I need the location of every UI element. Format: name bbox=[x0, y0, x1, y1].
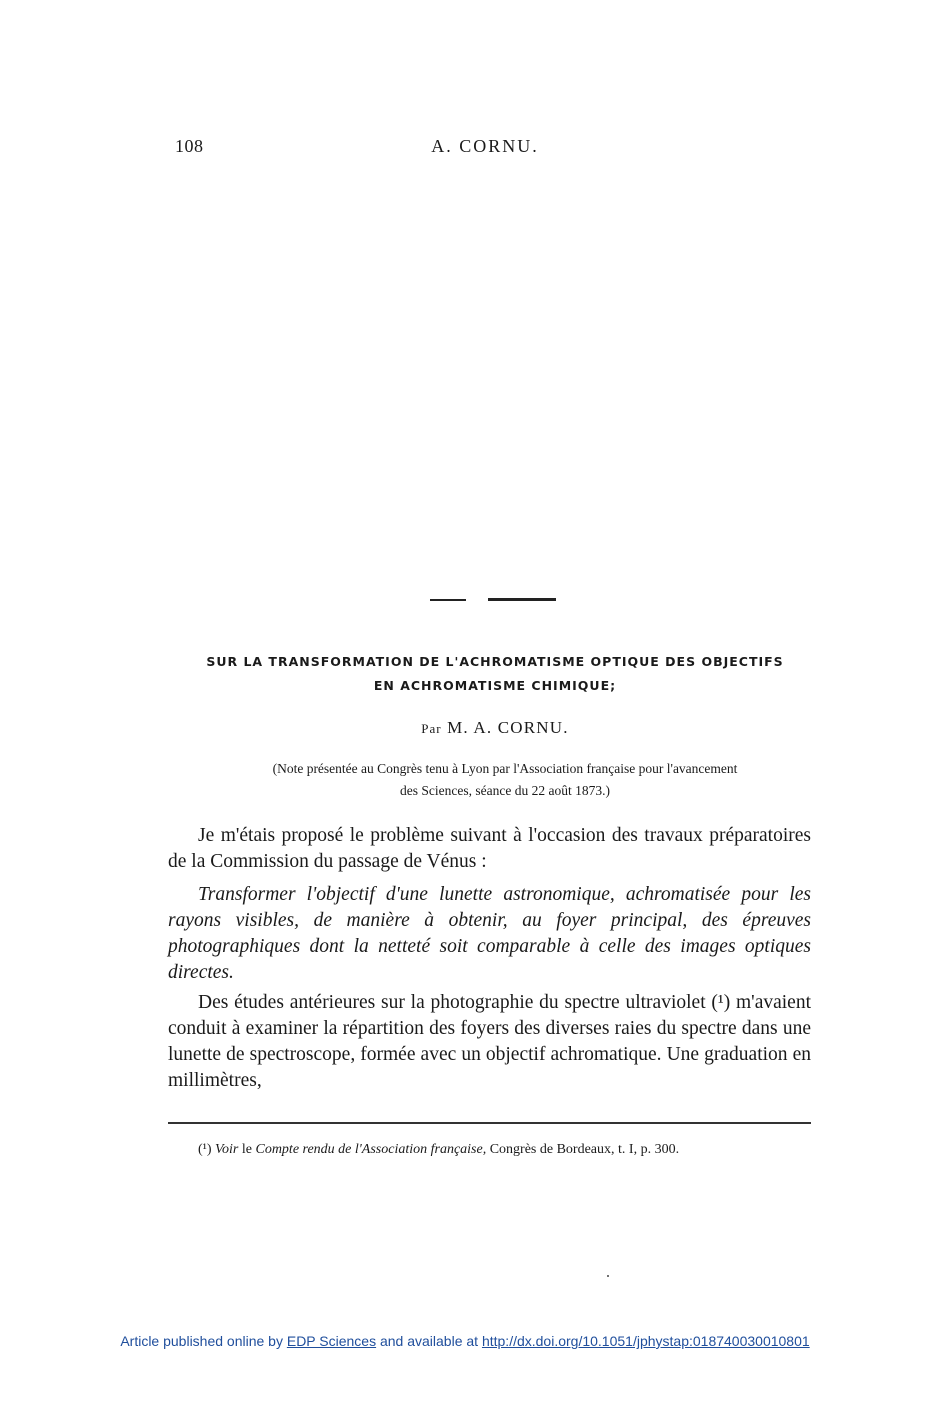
footnote-le: le bbox=[241, 1142, 252, 1157]
edp-sciences-link[interactable]: EDP Sciences bbox=[286, 1333, 377, 1349]
page-number: 108 bbox=[175, 136, 204, 156]
publication-info bbox=[0, 1333, 930, 1349]
body-paragraph-2-italic: Transformer l'objectif d'une lunette astronomique, achromatisée pour les rayons visibles, de manière à obtenir, au foyer principal, des épreuves photographiques dont la netteté soit comparable à celle des images optiques directes. bbox=[168, 884, 811, 983]
doi-link[interactable]: http://dx.doi.org/10.1051/jphystap:018740030010801 bbox=[481, 1333, 810, 1349]
presentation-note-line-2: des Sciences, séance du 22 août 1873.) bbox=[400, 783, 610, 798]
title-ornament-rule bbox=[430, 598, 556, 601]
footnote-marker: (¹) bbox=[198, 1142, 212, 1157]
body-paragraph-1: Je m'étais proposé le problème suivant à l'occasion des travaux préparatoires de la Commission du passage de Vénus : bbox=[168, 825, 811, 872]
presentation-note-line-1: (Note présentée au Congrès tenu à Lyon par l'Association française pour l'avancement bbox=[272, 761, 738, 776]
footnote-citation-title: Compte rendu de l'Association française, bbox=[255, 1142, 487, 1157]
footnote-separator bbox=[168, 1122, 811, 1124]
footnote-citation-rest: Congrès de Bordeaux, t. I, p. 300. bbox=[489, 1142, 680, 1157]
footnote bbox=[168, 1138, 811, 1161]
article-author bbox=[150, 718, 840, 738]
article-title-line-1: SUR LA TRANSFORMATION DE L'ACHROMATISME OPTIQUE DES OBJECTIFS bbox=[206, 654, 784, 669]
ornament-long-segment bbox=[488, 598, 556, 601]
presentation-note bbox=[170, 758, 840, 802]
author-name: M. A. CORNU. bbox=[447, 718, 569, 737]
article-title-line-2: EN ACHROMATISME CHIMIQUE; bbox=[373, 678, 617, 693]
body-paragraph-3: Des études antérieures sur la photographie du spectre ultraviolet (¹) m'avaient conduit à examiner la répartition des foyers des diverses raies du spectre dans une lunette de spectroscope, formée avec un objectif achromatique. Une graduation en millimètres, bbox=[168, 992, 811, 1091]
scan-speck bbox=[607, 1275, 609, 1277]
running-title: A. CORNU. bbox=[431, 136, 539, 156]
publication-prefix: Article published online by bbox=[120, 1333, 283, 1349]
publication-middle: and available at bbox=[379, 1333, 479, 1349]
ornament-short-segment bbox=[430, 599, 466, 601]
footnote-voir: Voir bbox=[215, 1142, 239, 1157]
author-prefix: Par bbox=[421, 721, 442, 736]
article-title bbox=[150, 650, 840, 698]
